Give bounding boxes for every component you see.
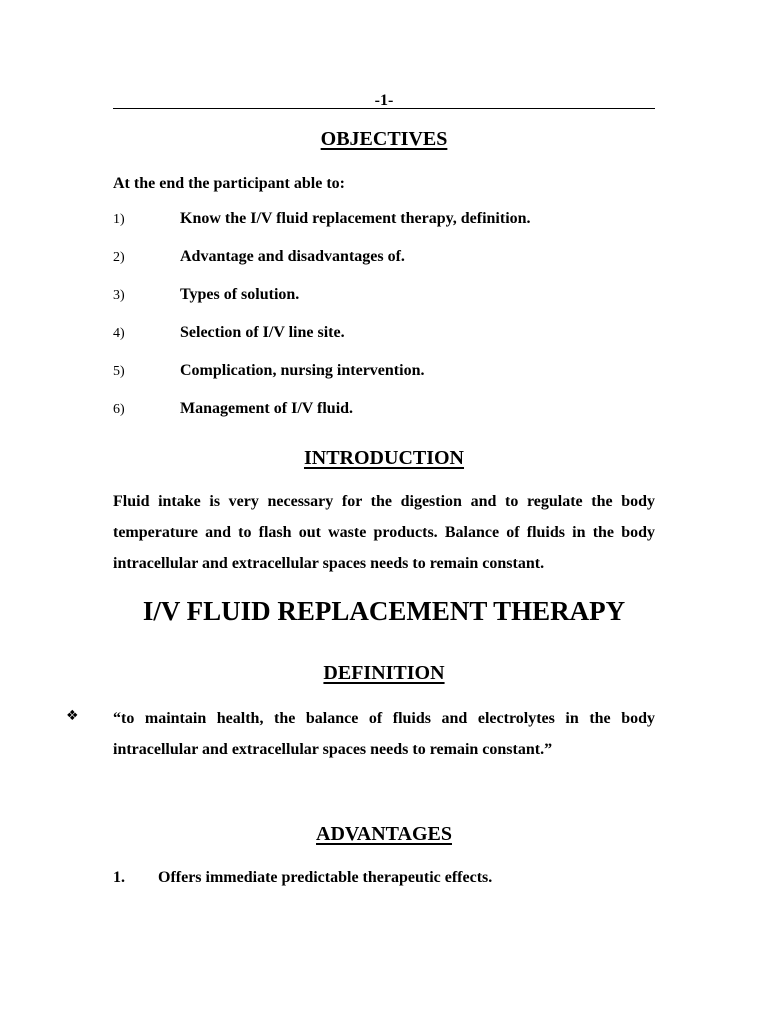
objective-text: Complication, nursing intervention. [180,362,425,379]
objective-number: 1) [113,212,125,227]
objective-text: Know the I/V fluid replacement therapy, definition. [180,210,531,227]
objective-number: 4) [113,326,125,341]
advantages-heading: ADVANTAGES [316,823,452,845]
objective-text: Selection of I/V line site. [180,324,345,341]
objectives-heading: OBJECTIVES [320,128,448,150]
page-number: -1- [374,92,394,109]
advantage-number: 1. [113,869,125,886]
objective-number: 2) [113,250,125,265]
objective-item [113,324,655,362]
objective-number: 5) [113,364,125,379]
objective-item [113,248,655,286]
diamond-bullet-icon: ❖ [66,708,79,724]
objective-item [113,286,655,324]
objectives-list [113,210,655,438]
objective-text: Advantage and disadvantages of. [180,248,405,265]
objective-item [113,210,655,248]
header-rule [113,108,655,109]
introduction-heading: INTRODUCTION [303,447,465,469]
definition-heading: DEFINITION [323,662,445,684]
objective-text: Types of solution. [180,286,300,303]
objective-number: 3) [113,288,125,303]
advantage-text: Offers immediate predictable therapeutic effects. [158,869,493,886]
definition-paragraph: “to maintain health, the balance of fluids and electrolytes in the body intracellular and extracellular spaces needs to remain constant.” [113,710,655,758]
introduction-paragraph: Fluid intake is very necessary for the digestion and to regulate the body temperature and to flash out waste products. Balance of fluids in the body intracellular and extracellular spaces needs to remain constant. [113,493,655,572]
objective-text: Management of I/V fluid. [180,400,354,417]
objectives-intro: At the end the participant able to: [113,175,345,192]
main-title: I/V FLUID REPLACEMENT THERAPY [142,596,626,626]
objective-item [113,400,655,438]
objective-item [113,362,655,400]
objective-number: 6) [113,402,125,417]
